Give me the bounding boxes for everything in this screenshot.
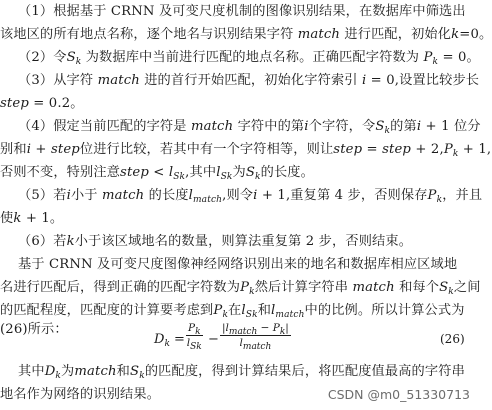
text-line-3: （2）令$S_k$ 为数据库中当前进行匹配的地点名称。正确匹配字符数为 $P_k = 0$。 (18, 50, 480, 67)
text-line-13: 名进行匹配后，得到正确的匹配字符数为$P_k$然后计算字符串 match 和每个$S_k$之间 (0, 280, 481, 297)
text-line-6: （4）假定当前匹配的字符是 match 字符中的第i个字符，令$S_k$的第i + 1 位分 (18, 119, 481, 136)
text-line-12: 基于 CRNN 及可变尺度图像神经网络识别出来的地名和数据库相应区域地 (18, 257, 458, 272)
text-line-9: （5）若i小于 match 的长度$l_{match}$,则令i + 1,重复第 4 步，否则保存$P_k$，并且 (18, 188, 483, 205)
text-line-4: （3）从字符 match 进的首行开始匹配，初始化字符索引 i = 0,设置比较步长 (18, 73, 480, 88)
equation-minus: − (208, 332, 219, 347)
text-line-2: 该地区的所有地点名称，逐个地名与识别结果字符 match 进行匹配，初始化k=0。 (0, 27, 492, 42)
equation-number: (26) (440, 332, 465, 346)
csdn-watermark: CSDN @m0_51330713 (327, 387, 470, 402)
text-line-10: 使k + 1。 (0, 211, 64, 226)
text-line-16: 其中$D_k$为match和$S_k$的匹配度，得到计算结果后，将匹配度值最高的字符串 (18, 364, 465, 381)
equation-fraction-1: $P_k$ $l_{Sk}$ (186, 322, 202, 352)
text-line-7: 别和i + step位进行比较，若其中有一个字符相等，则让step = step + $2,P_k + 1$, (0, 142, 492, 159)
text-line-15: (26)所示： (0, 322, 68, 337)
equation-lhs: $D_k$ = (154, 332, 185, 349)
text-line-1: （1）根据基于 CRNN 及可变尺度机制的图像识别结果，在数据库中筛选出 (18, 4, 466, 19)
text-line-8: 否则不变，特别注意step < $l_{Sk}$,其中$l_{Sk}$为$S_k$的长度。 (0, 165, 314, 182)
text-line-14: 的匹配程度，匹配度的计算要考虑到$P_k$在$l_{Sk}$和$l_{match}$中的比例。所以计算公式为 (0, 303, 465, 320)
text-line-11: （6）若k小于该区域地名的数量，则算法重复第 2 步，否则结束。 (18, 234, 413, 249)
text-line-17: 地名作为网络的识别结果。 (0, 387, 161, 402)
equation-fraction-2: $|l_{match} - P_k|$ $l_{match}$ (222, 322, 289, 352)
text-line-5: step = 0.2。 (0, 96, 84, 111)
equation-26 (0, 322, 474, 356)
